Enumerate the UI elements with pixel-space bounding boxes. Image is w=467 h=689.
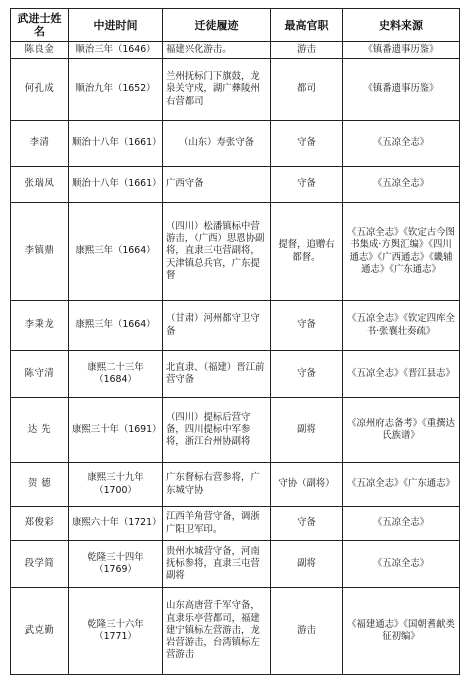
cell-career: 北直隶、（福建）晋江前营守备 [163,351,271,398]
cell-career: 江西羊角营守备，调浙广阳卫军印。 [163,507,271,541]
cell-rank: 副将 [271,398,343,463]
cell-source: 《镇番遗事历鉴》 [343,42,460,59]
cell-source: 《五凉全志》 [343,121,460,167]
cell-rank: 都司 [271,59,343,121]
table-row [11,351,460,398]
cell-rank: 守备 [271,507,343,541]
cell-source: 《五凉全志》 [343,507,460,541]
cell-time: 康熙六十年（1721） [69,507,163,541]
jinshi-table [10,8,460,675]
table-row [11,463,460,507]
cell-name: 武克勤 [11,588,69,675]
header-rank: 最高官职 [271,9,343,42]
cell-career: 贵州水城营守备，河南抚标参将，直隶三屯营副将 [163,541,271,588]
cell-time: 康熙三十九年（1700） [69,463,163,507]
table-row [11,203,460,301]
cell-name: 张瑞凤 [11,167,69,203]
table-row [11,398,460,463]
cell-source: 《镇番遗事历鉴》 [343,59,460,121]
cell-time: 乾隆三十六年（1771） [69,588,163,675]
cell-name: 达 先 [11,398,69,463]
cell-source: 《五凉全志》《钦定古今图书集成·方舆汇编》《四川通志》《广西通志》《畿辅通志》《广东通志》 [343,203,460,301]
cell-time: 顺治十八年（1661） [69,121,163,167]
cell-career: 广东督标右营参将，广东城守协 [163,463,271,507]
cell-rank: 守备 [271,121,343,167]
cell-source: 《五凉全志》《钦定四库全书·张襄壮奏疏》 [343,301,460,351]
cell-name: 陈守清 [11,351,69,398]
table-container [10,8,459,675]
table-row [11,541,460,588]
cell-source: 《五凉全志》 [343,167,460,203]
cell-name: 郑俊彩 [11,507,69,541]
cell-time: 乾隆三十四年（1769） [69,541,163,588]
header-source: 史料来源 [343,9,460,42]
table-row [11,167,460,203]
header-name: 武进士姓名 [11,9,69,42]
cell-rank: 游击 [271,42,343,59]
cell-career: 山东高唐营千军守备，直隶乐亭营都司，福建建宁镇标左营游击，龙岩营游击，台湾镇标左营游击 [163,588,271,675]
cell-career: （四川）松潘镇标中营游击，（广西）思恩协副将，直隶三屯营副将，天津镇总兵官，广东提督 [163,203,271,301]
cell-career: （四川）提标后营守备，四川提标中军参将，浙江台州协副将 [163,398,271,463]
table-row [11,121,460,167]
table-row [11,301,460,351]
header-career: 迁徒履迹 [163,9,271,42]
cell-source: 《五凉全志》《晋江县志》 [343,351,460,398]
table-row [11,588,460,675]
cell-rank: 副将 [271,541,343,588]
cell-time: 康熙三十年（1691） [69,398,163,463]
cell-source: 《福建通志》《国朝耆献类征初编》 [343,588,460,675]
cell-source: 《五凉全志》 [343,541,460,588]
cell-name: 李秉龙 [11,301,69,351]
table-row [11,42,460,59]
cell-time: 康熙三年（1664） [69,301,163,351]
cell-name: 贺 德 [11,463,69,507]
cell-rank: 守备 [271,167,343,203]
cell-time: 康熙二十三年（1684） [69,351,163,398]
table-row [11,59,460,121]
cell-rank: 守备 [271,301,343,351]
cell-time: 顺治九年（1652） [69,59,163,121]
cell-time: 顺治三年（1646） [69,42,163,59]
cell-source: 《五凉全志》《广东通志》 [343,463,460,507]
cell-time: 顺治十八年（1661） [69,167,163,203]
cell-name: 李镇鼎 [11,203,69,301]
table-header-row [11,9,460,42]
cell-career: 福建兴化游击。 [163,42,271,59]
cell-name: 段学简 [11,541,69,588]
cell-career: 兰州抚标门下旗鼓，龙泉关守戍，湖广彝陵州右营都司 [163,59,271,121]
cell-name: 陈良金 [11,42,69,59]
cell-name: 何孔成 [11,59,69,121]
cell-rank: 提督，追赠右都督。 [271,203,343,301]
header-time: 中进时间 [69,9,163,42]
cell-rank: 守协（副将） [271,463,343,507]
cell-career: （甘肃）河州都守卫守备 [163,301,271,351]
cell-source: 《凉州府志备考》《重撰达氏族谱》 [343,398,460,463]
cell-time: 康熙三年（1664） [69,203,163,301]
cell-rank: 游击 [271,588,343,675]
cell-career: （山东）寿张守备 [163,121,271,167]
cell-name: 李清 [11,121,69,167]
table-row [11,507,460,541]
cell-career: 广西守备 [163,167,271,203]
cell-rank: 守备 [271,351,343,398]
